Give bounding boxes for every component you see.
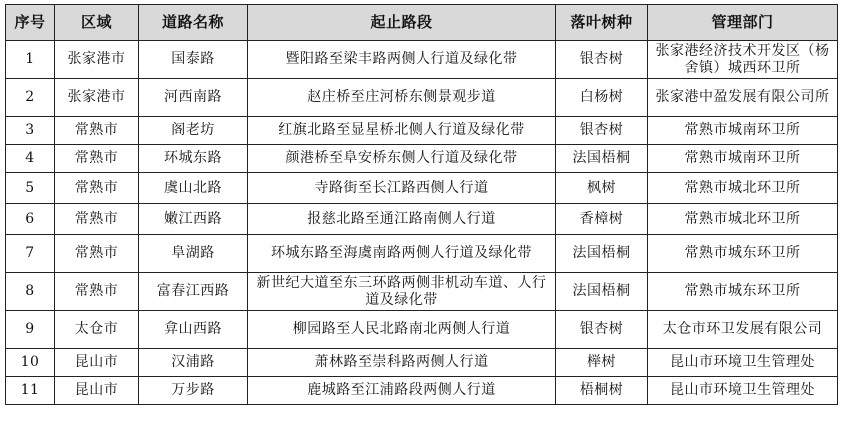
cell-index: 1 bbox=[6, 41, 55, 79]
table-row bbox=[6, 204, 838, 235]
cell-district: 太仓市 bbox=[55, 311, 139, 349]
header-index: 序号 bbox=[6, 5, 55, 41]
cell-district: 昆山市 bbox=[55, 349, 139, 377]
cell-district: 常熟市 bbox=[55, 204, 139, 235]
cell-management-dept: 常熟市城南环卫所 bbox=[648, 145, 838, 173]
cell-management-dept: 张家港中盈发展有限公司所 bbox=[648, 79, 838, 117]
cell-road-name: 国泰路 bbox=[139, 41, 248, 79]
table-header-row bbox=[6, 5, 838, 41]
cell-tree-species: 白杨树 bbox=[556, 79, 648, 117]
cell-road-segment: 寺路街至长江路西侧人行道 bbox=[248, 173, 556, 204]
cell-district: 张家港市 bbox=[55, 41, 139, 79]
cell-index: 3 bbox=[6, 117, 55, 145]
cell-road-name: 环城东路 bbox=[139, 145, 248, 173]
cell-index: 7 bbox=[6, 235, 55, 273]
header-district: 区域 bbox=[55, 5, 139, 41]
header-road-name: 道路名称 bbox=[139, 5, 248, 41]
table-row bbox=[6, 173, 838, 204]
cell-district: 常熟市 bbox=[55, 235, 139, 273]
cell-management-dept: 常熟市城北环卫所 bbox=[648, 173, 838, 204]
fallen-leaves-road-table bbox=[5, 4, 838, 405]
cell-index: 5 bbox=[6, 173, 55, 204]
cell-index: 4 bbox=[6, 145, 55, 173]
cell-road-segment: 颜港桥至阜安桥东侧人行道及绿化带 bbox=[248, 145, 556, 173]
cell-road-segment: 环城东路至海虞南路两侧人行道及绿化带 bbox=[248, 235, 556, 273]
table-row bbox=[6, 273, 838, 311]
cell-index: 9 bbox=[6, 311, 55, 349]
cell-tree-species: 榉树 bbox=[556, 349, 648, 377]
cell-management-dept: 常熟市城东环卫所 bbox=[648, 235, 838, 273]
table-row bbox=[6, 235, 838, 273]
cell-road-segment: 新世纪大道至东三环路两侧非机动车道、人行道及绿化带 bbox=[248, 273, 556, 311]
cell-district: 张家港市 bbox=[55, 79, 139, 117]
cell-tree-species: 法国梧桐 bbox=[556, 273, 648, 311]
cell-management-dept: 昆山市环境卫生管理处 bbox=[648, 377, 838, 405]
cell-road-name: 虞山北路 bbox=[139, 173, 248, 204]
cell-management-dept: 常熟市城东环卫所 bbox=[648, 273, 838, 311]
cell-road-segment: 柳园路至人民北路南北两侧人行道 bbox=[248, 311, 556, 349]
table-row bbox=[6, 41, 838, 79]
cell-management-dept: 太仓市环卫发展有限公司 bbox=[648, 311, 838, 349]
cell-road-segment: 萧林路至崇科路两侧人行道 bbox=[248, 349, 556, 377]
cell-management-dept: 张家港经济技术开发区（杨舍镇）城西环卫所 bbox=[648, 41, 838, 79]
cell-road-name: 嫩江西路 bbox=[139, 204, 248, 235]
header-tree-species: 落叶树种 bbox=[556, 5, 648, 41]
cell-road-segment: 赵庄桥至庄河桥东侧景观步道 bbox=[248, 79, 556, 117]
cell-district: 昆山市 bbox=[55, 377, 139, 405]
table-row bbox=[6, 79, 838, 117]
cell-tree-species: 法国梧桐 bbox=[556, 235, 648, 273]
cell-management-dept: 昆山市环境卫生管理处 bbox=[648, 349, 838, 377]
table-row bbox=[6, 145, 838, 173]
cell-road-name: 阜湖路 bbox=[139, 235, 248, 273]
cell-road-segment: 红旗北路至显星桥北侧人行道及绿化带 bbox=[248, 117, 556, 145]
cell-index: 8 bbox=[6, 273, 55, 311]
cell-index: 10 bbox=[6, 349, 55, 377]
table-row bbox=[6, 311, 838, 349]
header-road-segment: 起止路段 bbox=[248, 5, 556, 41]
cell-index: 11 bbox=[6, 377, 55, 405]
cell-index: 2 bbox=[6, 79, 55, 117]
table-row bbox=[6, 117, 838, 145]
cell-tree-species: 香樟树 bbox=[556, 204, 648, 235]
cell-tree-species: 银杏树 bbox=[556, 311, 648, 349]
table-row bbox=[6, 377, 838, 405]
cell-district: 常熟市 bbox=[55, 273, 139, 311]
table-row bbox=[6, 349, 838, 377]
cell-road-name: 弇山西路 bbox=[139, 311, 248, 349]
header-management-dept: 管理部门 bbox=[648, 5, 838, 41]
cell-road-name: 阁老坊 bbox=[139, 117, 248, 145]
cell-tree-species: 梧桐树 bbox=[556, 377, 648, 405]
cell-district: 常熟市 bbox=[55, 145, 139, 173]
cell-index: 6 bbox=[6, 204, 55, 235]
cell-road-segment: 鹿城路至江浦路段两侧人行道 bbox=[248, 377, 556, 405]
cell-tree-species: 银杏树 bbox=[556, 117, 648, 145]
cell-tree-species: 枫树 bbox=[556, 173, 648, 204]
cell-road-name: 万步路 bbox=[139, 377, 248, 405]
cell-management-dept: 常熟市城北环卫所 bbox=[648, 204, 838, 235]
cell-road-segment: 报慈北路至通江路南侧人行道 bbox=[248, 204, 556, 235]
cell-road-name: 河西南路 bbox=[139, 79, 248, 117]
cell-tree-species: 法国梧桐 bbox=[556, 145, 648, 173]
cell-road-name: 富春江西路 bbox=[139, 273, 248, 311]
cell-management-dept: 常熟市城南环卫所 bbox=[648, 117, 838, 145]
cell-district: 常熟市 bbox=[55, 173, 139, 204]
cell-tree-species: 银杏树 bbox=[556, 41, 648, 79]
cell-district: 常熟市 bbox=[55, 117, 139, 145]
cell-road-segment: 暨阳路至梁丰路两侧人行道及绿化带 bbox=[248, 41, 556, 79]
cell-road-name: 汉浦路 bbox=[139, 349, 248, 377]
